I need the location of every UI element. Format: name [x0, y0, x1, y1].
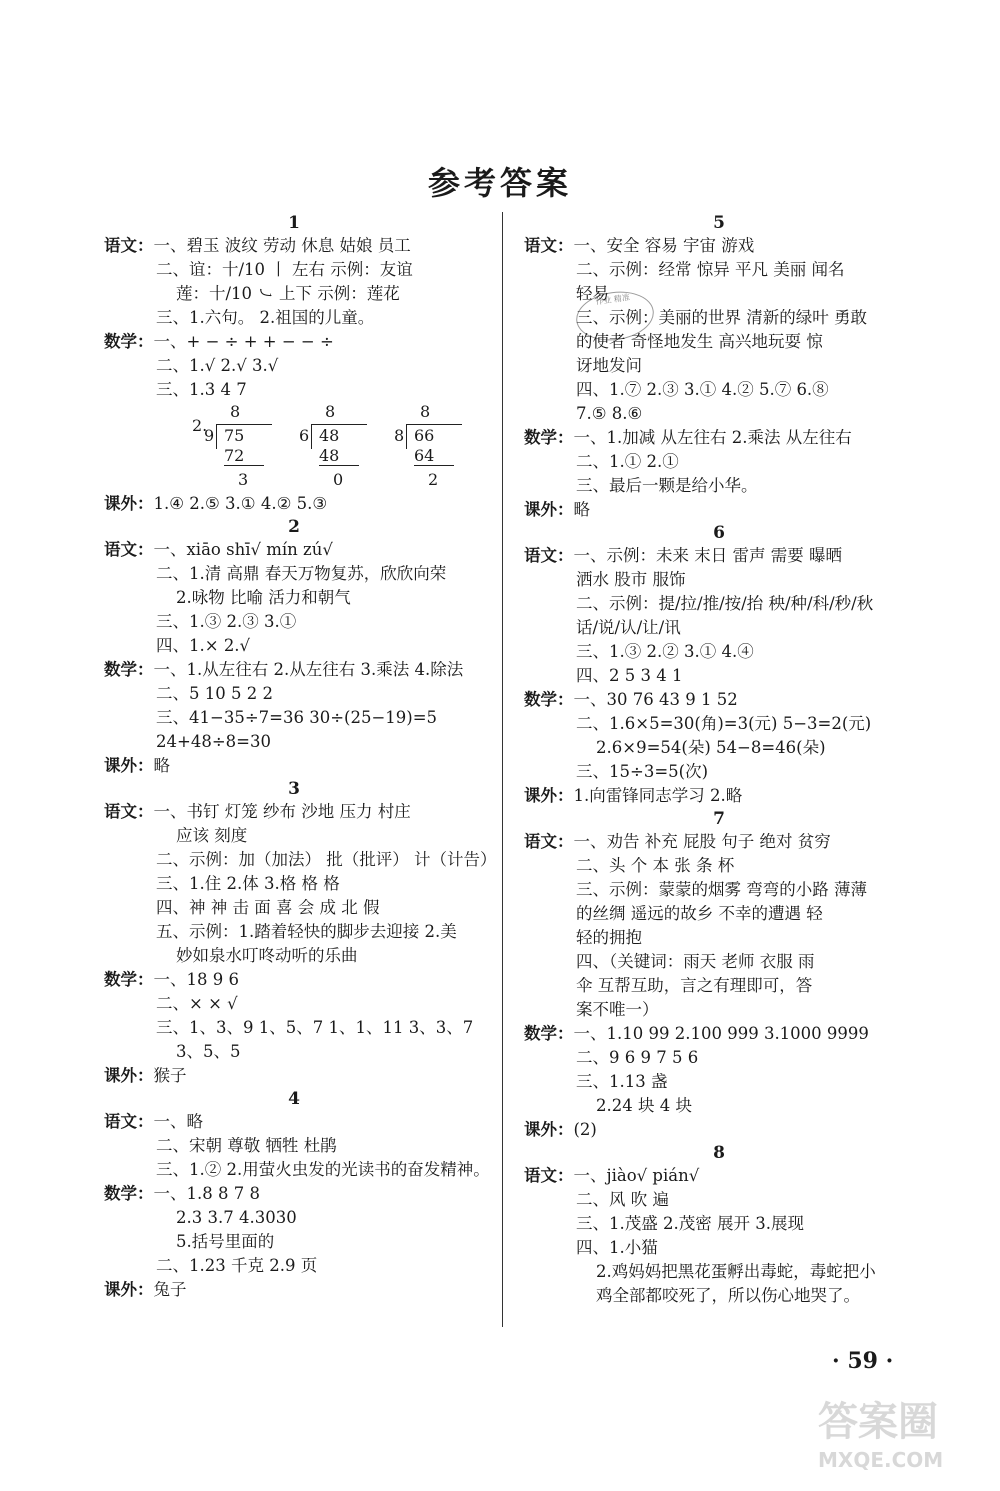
answer-line: 三、1.六句。 2.祖国的儿童。: [156, 308, 375, 327]
answer-line: 语文：一、jiào√ pián√: [524, 1166, 700, 1185]
subject-label: 数学：: [524, 1024, 574, 1043]
answer-line: 的使者 奇怪地发生 高兴地玩耍 惊: [576, 332, 823, 351]
answer-line: 课外：1.④ 2.⑤ 3.① 4.② 5.③: [104, 494, 328, 513]
answer-line: 三、1.3 4 7: [156, 380, 247, 399]
watermark-logo: 答案圈: [818, 1399, 938, 1445]
section-number: 5: [713, 213, 725, 233]
answer-line: 二、示例：加（加法） 批（批评） 计（计告）: [156, 850, 497, 869]
remainder: 0: [333, 470, 344, 489]
answer-line: 三、1.③ 2.② 3.① 4.④: [576, 642, 754, 661]
answer-line: 二、宋朝 尊敬 牺牲 杜鹃: [156, 1136, 337, 1155]
subject-label: 课外：: [104, 756, 154, 775]
section-number: 7: [713, 809, 725, 829]
subject-label: 语文：: [524, 832, 574, 851]
remainder: 2: [428, 470, 439, 489]
subject-label: 课外：: [104, 1066, 154, 1085]
answer-line: 2.鸡妈妈把黑花蛋孵出毒蛇，毒蛇把小: [596, 1262, 876, 1281]
answer-line: 数学：一、+ − ÷ + + − − ÷: [104, 332, 334, 351]
answer-line: 四、1.小猫: [576, 1238, 658, 1257]
answer-line: 课外：兔子: [104, 1280, 187, 1299]
subject-label: 课外：: [524, 1120, 574, 1139]
answer-line: 2.咏物 比喻 活力和朝气: [176, 588, 351, 607]
answer-line: 三、1.茂盛 2.茂密 展开 3.展现: [576, 1214, 804, 1233]
answer-line: 三、15÷3=5(次): [576, 762, 709, 781]
long-division: [299, 402, 379, 492]
answer-line: 二、1.23 千克 2.9 页: [156, 1256, 318, 1275]
answer-line: 3、5、5: [176, 1042, 241, 1061]
subject-label: 课外：: [104, 1280, 154, 1299]
answer-line: 四、（关键词：雨天 老师 衣服 雨: [576, 952, 815, 971]
divisor: 9: [204, 426, 215, 445]
answer-line: 二、× × √: [156, 994, 238, 1013]
subject-label: 语文：: [104, 802, 154, 821]
answer-line: 的丝绸 遥远的故乡 不幸的遭遇 轻: [576, 904, 823, 923]
remainder: 3: [238, 470, 249, 489]
long-division: [204, 402, 284, 492]
subject-label: 课外：: [524, 500, 574, 519]
answer-line: 三、1.② 2.用萤火虫发的光读书的奋发精神。: [156, 1160, 490, 1179]
answer-line: 课外：猴子: [104, 1066, 187, 1085]
answer-line: 三、41−35÷7=36 30÷(25−19)=5: [156, 708, 438, 727]
answer-line: 二、风 吹 遍: [576, 1190, 669, 1209]
subject-label: 语文：: [524, 236, 574, 255]
subject-label: 语文：: [104, 236, 154, 255]
answer-line: 讶地发问: [576, 356, 642, 375]
answer-line: 2.6×9=54(朵) 54−8=46(朵): [596, 738, 826, 757]
answer-line: 莲：十/10 ㇃ 上下 示例：莲花: [176, 284, 400, 303]
answer-line: 二、头 个 本 张 条 杯: [576, 856, 735, 875]
subject-label: 课外：: [524, 786, 574, 805]
item-prefix: 2.: [192, 416, 208, 435]
answer-line: 洒水 股市 服饰: [576, 570, 686, 589]
subject-label: 数学：: [104, 332, 154, 351]
answer-line: 课外：略: [104, 756, 170, 775]
answer-line: 语文：一、碧玉 波纹 劳动 休息 姑娘 员工: [104, 236, 411, 255]
page-number: · 59 ·: [832, 1348, 894, 1374]
answer-line: 语文：一、安全 容易 宇宙 游戏: [524, 236, 755, 255]
long-division-group: [192, 402, 484, 492]
left-column: [104, 212, 497, 1302]
answer-line: 语文：一、xiāo shī√ mín zú√: [104, 540, 333, 559]
answer-line: 7.⑤ 8.⑥: [576, 404, 643, 423]
quotient: 8: [230, 402, 241, 421]
answer-line: 数学：一、30 76 43 9 1 52: [524, 690, 738, 709]
column-divider: [502, 212, 503, 1327]
answer-line: 课外：(2): [524, 1120, 597, 1139]
section-number: 4: [288, 1089, 300, 1109]
answer-line: 数学：一、1.10 99 2.100 999 3.1000 9999: [524, 1024, 869, 1043]
product: 72: [224, 446, 264, 466]
answer-line: 二、9 6 9 7 5 6: [576, 1048, 699, 1067]
answer-line: 伞 互帮互助，言之有理即可，答: [576, 976, 813, 995]
subject-label: 数学：: [104, 1184, 154, 1203]
divisor: 6: [299, 426, 310, 445]
answer-line: 三、最后一颗是给小华。: [576, 476, 758, 495]
product: 64: [414, 446, 454, 466]
answer-line: 5.括号里面的: [176, 1232, 275, 1251]
answer-line: 五、示例：1.踏着轻快的脚步去迎接 2.美: [156, 922, 457, 941]
subject-label: 课外：: [104, 494, 154, 513]
answer-line: 课外：略: [524, 500, 590, 519]
section-number: 2: [288, 517, 300, 537]
answer-line: 三、1.13 盏: [576, 1072, 668, 1091]
answer-line: 2.24 块 4 块: [596, 1096, 692, 1115]
answer-line: 课外：1.向雷锋同志学习 2.略: [524, 786, 743, 805]
answer-line: 四、2 5 3 4 1: [576, 666, 683, 685]
answer-line: 四、神 神 击 面 喜 会 成 北 假: [156, 898, 380, 917]
answer-line: 轻的拥抱: [576, 928, 642, 947]
answer-line: 语文：一、略: [104, 1112, 203, 1131]
answer-line: 案不唯一）: [576, 1000, 659, 1019]
answer-line: 应该 刻度: [176, 826, 248, 845]
dividend: 48: [319, 426, 340, 445]
answer-line: 二、5 10 5 2 2: [156, 684, 273, 703]
subject-label: 数学：: [104, 660, 154, 679]
answer-line: 数学：一、18 9 6: [104, 970, 239, 989]
answer-line: 24+48÷8=30: [156, 732, 271, 751]
answer-line: 二、示例：经常 惊异 平凡 美丽 闻名: [576, 260, 845, 279]
section-number: 8: [713, 1143, 725, 1163]
answer-line: 四、1.⑦ 2.③ 3.① 4.② 5.⑦ 6.⑧: [576, 380, 829, 399]
answer-line: 三、1.③ 2.③ 3.①: [156, 612, 297, 631]
subject-label: 数学：: [524, 428, 574, 447]
answer-line: 四、1.× 2.√: [156, 636, 251, 655]
subject-label: 数学：: [104, 970, 154, 989]
answer-line: 二、1.① 2.①: [576, 452, 679, 471]
answer-line: 语文：一、示例：未来 末日 雷声 需要 曝晒: [524, 546, 842, 565]
answer-line: 二、1.√ 2.√ 3.√: [156, 356, 279, 375]
subject-label: 数学：: [524, 690, 574, 709]
answer-line: 三、1.住 2.体 3.格 格 格: [156, 874, 340, 893]
answer-line: 二、谊：十/10 丨 左右 示例：友谊: [156, 260, 413, 279]
page-title: 参考答案: [427, 164, 572, 202]
stamp-logo: 作业 精准: [573, 287, 657, 345]
section-number: 1: [288, 213, 300, 233]
answer-line: 2.3 3.7 4.3030: [176, 1208, 297, 1227]
right-column: [524, 212, 914, 1308]
section-number: 3: [288, 779, 300, 799]
answer-line: 鸡全部都咬死了，所以伤心地哭了。: [596, 1286, 860, 1305]
subject-label: 语文：: [104, 1112, 154, 1131]
subject-label: 语文：: [524, 1166, 574, 1185]
dividend: 75: [224, 426, 245, 445]
answer-line: 语文：一、书钉 灯笼 纱布 沙地 压力 村庄: [104, 802, 411, 821]
divisor: 8: [394, 426, 405, 445]
quotient: 8: [325, 402, 336, 421]
answer-line: 数学：一、1.8 8 7 8: [104, 1184, 260, 1203]
quotient: 8: [420, 402, 431, 421]
product: 48: [319, 446, 359, 466]
answer-line: 二、1.6×5=30(角)=3(元) 5−3=2(元): [576, 714, 872, 733]
answer-line: 轻易: [576, 284, 609, 303]
dividend: 66: [414, 426, 435, 445]
subject-label: 语文：: [524, 546, 574, 565]
answer-line: 三、示例：蒙蒙的烟雾 弯弯的小路 薄薄: [576, 880, 867, 899]
watermark-url: MXQE.COM: [818, 1448, 944, 1472]
answer-line: 妙如泉水叮咚动听的乐曲: [176, 946, 358, 965]
answer-line: 数学：一、1.从左往右 2.从左往右 3.乘法 4.除法: [104, 660, 464, 679]
section-number: 6: [713, 523, 725, 543]
long-division: [394, 402, 474, 492]
answer-line: 二、示例：提/拉/推/按/抬 秧/种/科/秒/秋: [576, 594, 874, 613]
subject-label: 语文：: [104, 540, 154, 559]
answer-line: 语文：一、劝告 补充 屁股 句子 绝对 贫穷: [524, 832, 831, 851]
answer-line: 三、1、3、9 1、5、7 1、1、11 3、3、7: [156, 1018, 474, 1037]
answer-line: 三、示例：美丽的世界 清新的绿叶 勇敢: [576, 308, 867, 327]
answer-line: 数学：一、1.加减 从左往右 2.乘法 从左往右: [524, 428, 852, 447]
answer-line: 二、1.清 高鼎 春天万物复苏，欣欣向荣: [156, 564, 447, 583]
answer-line: 话/说/认/让/讯: [576, 618, 681, 637]
